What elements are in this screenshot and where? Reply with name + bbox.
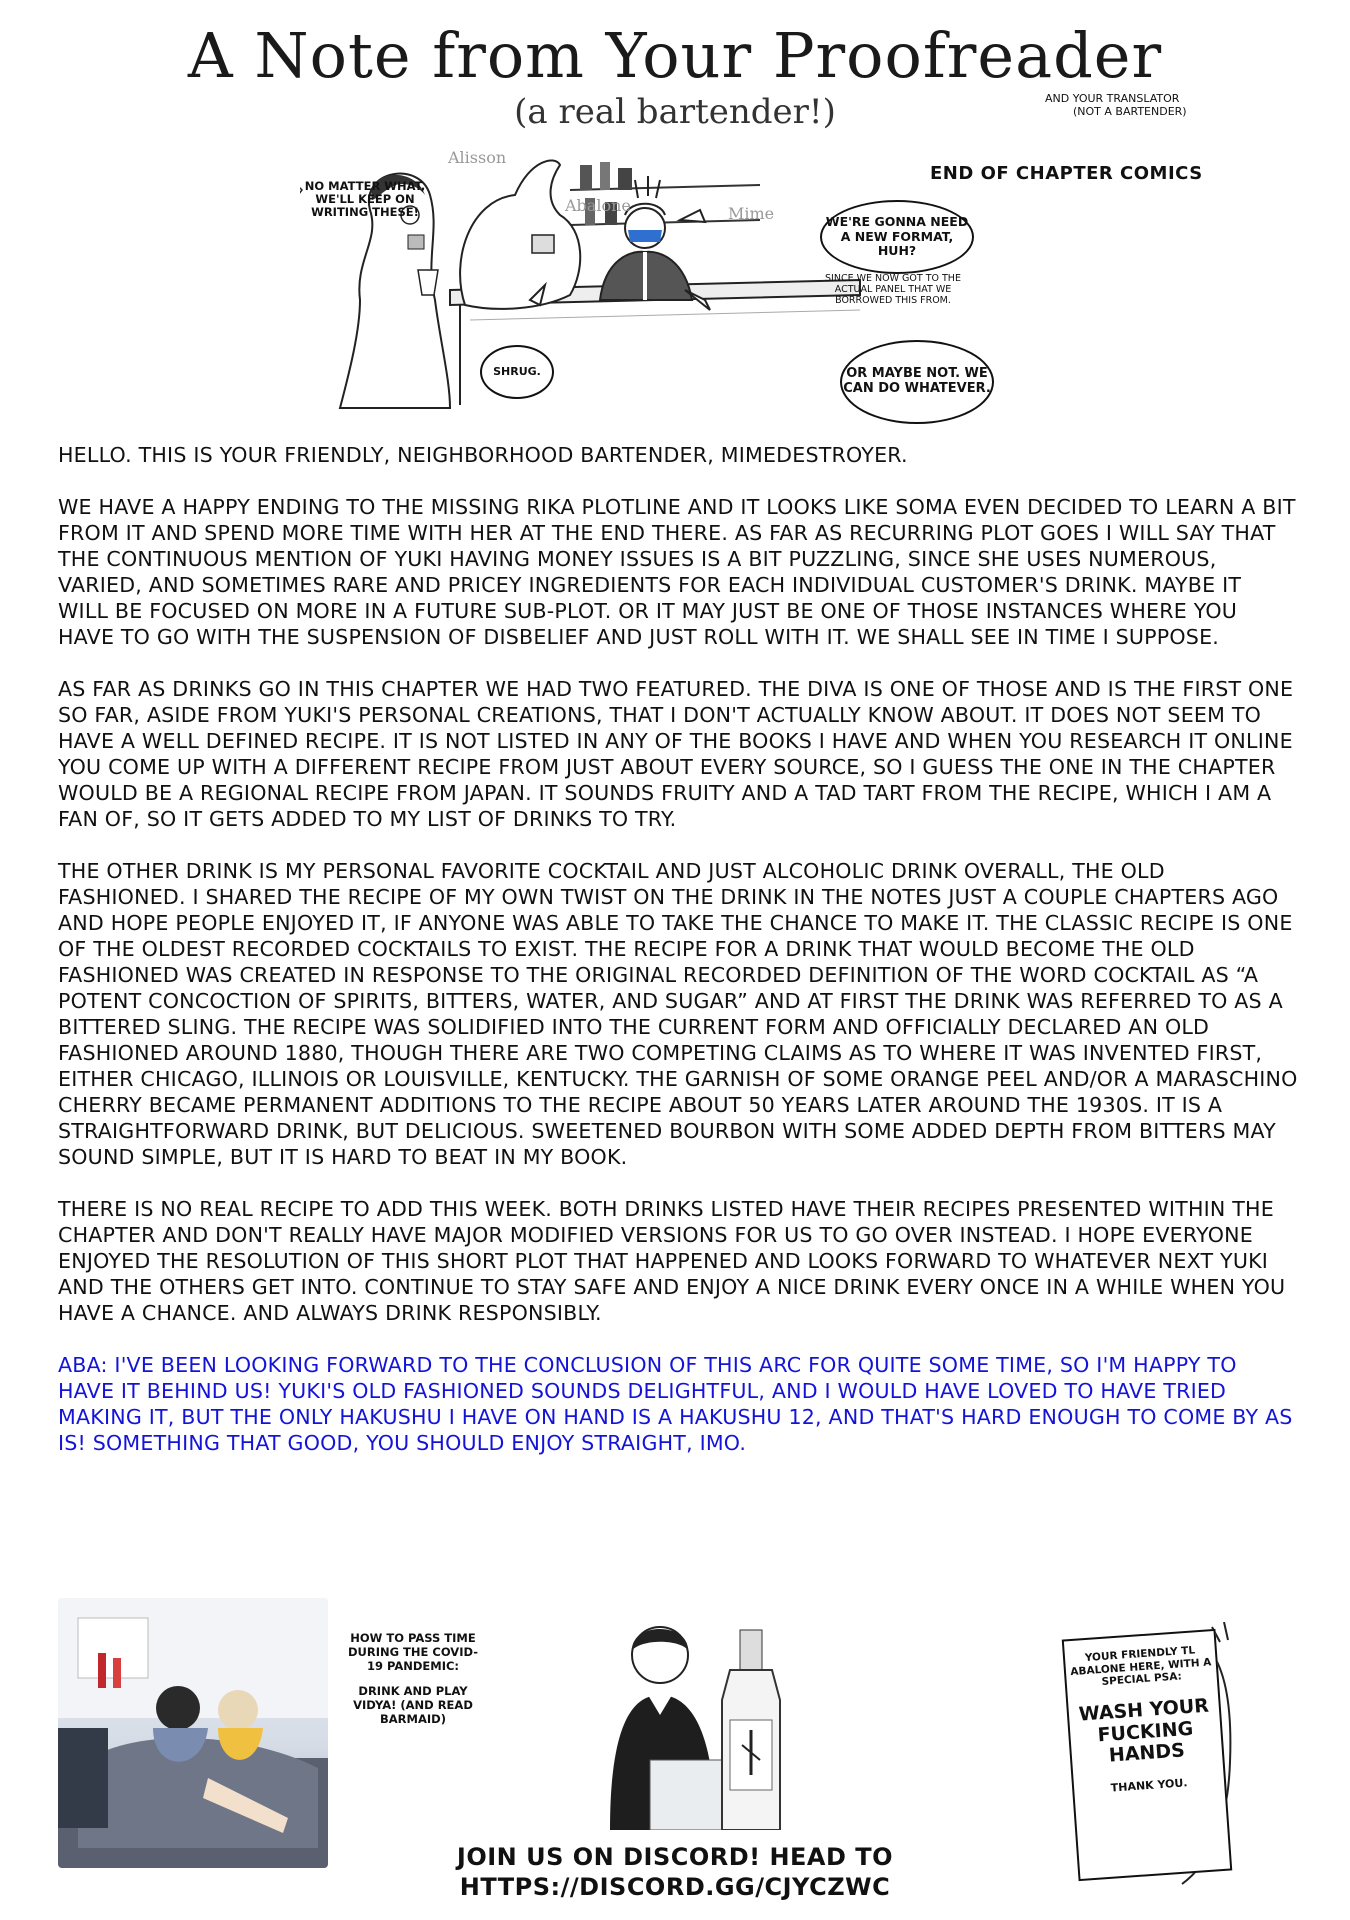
- psa-thanks: THANK YOU.: [1110, 1776, 1188, 1795]
- discord-line-1: JOIN US ON DISCORD! HEAD TO: [456, 1843, 894, 1871]
- name-abalone: Abalone: [565, 196, 631, 215]
- gaming-illustration-art: [58, 1598, 328, 1868]
- alisson-text: NO MATTER WHAT, WE'LL KEEP ON WRITING THESE!: [304, 179, 426, 220]
- mime-bubble-2-text: OR MAYBE NOT. WE CAN DO WHATEVER.: [843, 366, 991, 396]
- abalone-bubble: [480, 345, 554, 399]
- pandemic-tip: DRINK AND PLAY VIDYA! (AND READ BARMAID): [353, 1684, 473, 1726]
- paragraph-plot: WE HAVE A HAPPY ENDING TO THE MISSING RIKA PLOTLINE AND IT LOOKS LIKE SOMA EVEN DECIDED TO LEARN A BIT FROM IT AND SPEND MORE TIME WITH HER AT THE END THERE. AS FAR AS RECURRING PLOT GOES I WILL SAY THAT THE CONTINUOUS MENTION OF YUKI HAVING MONEY ISSUES IS A BIT PUZZLING, SINCE SHE USES NUMEROUS, VARIED, AND SOMETIMES RARE AND PRICEY INGREDIENTS FOR EACH INDIVIDUAL CUSTOMER'S DRINK. MAYBE IT WILL BE FOCUSED ON MORE IN A FUTURE SUB-PLOT. OR IT MAY JUST BE ONE OF THOSE INSTANCES WHERE YOU HAVE TO GO WITH THE SUSPENSION OF DISBELIEF AND JUST ROLL WITH IT. WE SHALL SEE IN TIME I SUPPOSE.: [58, 495, 1296, 649]
- psa-illustration: [1062, 1622, 1232, 1892]
- note-body: [58, 442, 1298, 1482]
- pandemic-note: [342, 1632, 484, 1739]
- comics-label: END OF CHAPTER COMICS: [930, 163, 1203, 184]
- mime-bubble-1-text: WE'RE GONNA NEED A NEW FORMAT, HUH?: [825, 214, 969, 259]
- end-of-chapter-comic: [300, 140, 1020, 410]
- translator-note-line2: (NOT A BARTENDER): [1073, 105, 1187, 119]
- paragraph-old-fashioned: THE OTHER DRINK IS MY PERSONAL FAVORITE COCKTAIL AND JUST ALCOHOLIC DRINK OVERALL, THE OLD FASHIONED. I SHARED THE RECIPE OF MY OWN TWIST ON THE DRINK IN THE NOTES JUST A COUPLE CHAPTERS AGO AND HOPE PEOPLE ENJOYED IT, IF ANYONE WAS ABLE TO TAKE THE CHANCE TO MAKE IT. THE CLASSIC RECIPE IS ONE OF THE OLDEST RECORDED COCKTAILS TO EXIST. THE RECIPE FOR A DRINK THAT WOULD BECOME THE OLD FASHIONED WAS CREATED IN RESPONSE TO THE ORIGINAL RECORDED DEFINITION OF THE WORD COCKTAIL AS “A POTENT CONCOCTION OF SPIRITS, BITTERS, WATER, AND SUGAR” AND AT FIRST THE DRINK WAS REFERRED TO AS A BITTERED SLING. THE RECIPE WAS SOLIDIFIED INTO THE CURRENT FORM AND OFFICIALLY DECLARED AN OLD FASHIONED AROUND 1880, THOUGH THERE ARE TWO COMPETING CLAIMS AS TO WHERE IT WAS INVENTED FIRST, EITHER CHICAGO, ILLINOIS OR LOUISVILLE, KENTUCKY. THE GARNISH OF SOME ORANGE PEEL AND/OR A MARASCHINO CHERRY BECAME PERMANENT ADDITIONS TO THE RECIPE ABOUT 50 YEARS LATER AROUND THE 1930S. IT IS A STRAIGHTFORWARD DRINK, BUT DELICIOUS. SWEETENED BOURBON WITH SOME ADDED DEPTH FROM BITTERS MAY SOUND SIMPLE, BUT IT IS HARD TO BEAT IN MY BOOK.: [58, 859, 1298, 1169]
- abalone-bubble-text: SHRUG.: [493, 364, 541, 378]
- gaming-illustration: [58, 1598, 328, 1868]
- discord-link[interactable]: HTTPS://DISCORD.GG/CJYCZWC: [459, 1873, 891, 1901]
- mime-aside-text: SINCE WE NOW GOT TO THE ACTUAL PANEL THAT WE BORROWED THIS FROM.: [825, 273, 961, 306]
- mime-bubble-2: [840, 340, 994, 424]
- psa-main: WASH YOUR FUCKING HANDS: [1078, 1694, 1210, 1768]
- page-title: A Note from Your Proofreader: [187, 19, 1163, 92]
- paragraph-diva: AS FAR AS DRINKS GO IN THIS CHAPTER WE HAD TWO FEATURED. THE DIVA IS ONE OF THOSE AND IS THE FIRST ONE SO FAR, ASIDE FROM YUKI'S PERSONAL CREATIONS, THAT I DON'T ACTUALLY KNOW ABOUT. IT DOES NOT SEEM TO HAVE A WELL DEFINED RECIPE. IT IS NOT LISTED IN ANY OF THE BOOKS I HAVE AND WHEN YOU RESEARCH IT ONLINE YOU COME UP WITH A DIFFERENT RECIPE FROM JUST ABOUT EVERY SOURCE, SO I GUESS THE ONE IN THE CHAPTER WOULD BE A REGIONAL RECIPE FROM JAPAN. IT SOUNDS FRUITY AND A TAD TART FROM THE RECIPE, WHICH I AM A FAN OF, SO IT GETS ADDED TO MY LIST OF DRINKS TO TRY.: [58, 677, 1294, 831]
- name-alisson: Alisson: [448, 148, 507, 167]
- psa-card: [1062, 1629, 1233, 1881]
- paragraph-greeting: HELLO. THIS IS YOUR FRIENDLY, NEIGHBORHOOD BARTENDER, MIMEDESTROYER.: [58, 443, 908, 467]
- paragraph-aba: ABA: I'VE BEEN LOOKING FORWARD TO THE CONCLUSION OF THIS ARC FOR QUITE SOME TIME, SO I'M HAPPY TO HAVE IT BEHIND US! YUKI'S OLD FASHIONED SOUNDS DELIGHTFUL, AND I WOULD HAVE LOVED TO HAVE TRIED MAKING IT, BUT THE ONLY HAKUSHU I HAVE ON HAND IS A HAKUSHU 12, AND THAT'S HARD ENOUGH TO COME BY AS IS! SOMETHING THAT GOOD, YOU SHOULD ENJOY STRAIGHT, IMO.: [58, 1353, 1293, 1455]
- psa-intro: YOUR FRIENDLY TL ABALONE HERE, WITH A SPECIAL PSA:: [1069, 1644, 1212, 1689]
- bartender-bottle-illustration: [590, 1610, 840, 1830]
- pandemic-title: HOW TO PASS TIME DURING THE COVID-19 PANDEMIC:: [347, 1631, 479, 1673]
- page-subtitle: (a real bartender!): [514, 92, 836, 132]
- mime-bubble-1: [820, 200, 974, 274]
- bartender-bottle-art: [590, 1610, 840, 1830]
- name-mime: Mime: [728, 204, 775, 223]
- paragraph-closing: THERE IS NO REAL RECIPE TO ADD THIS WEEK. BOTH DRINKS LISTED HAVE THEIR RECIPES PRESENTED WITHIN THE CHAPTER AND DON'T REALLY HAVE MAJOR MODIFIED VERSIONS FOR US TO GO OVER INSTEAD. I HOPE EVERYONE ENJOYED THE RESOLUTION OF THIS SHORT PLOT THAT HAPPENED AND LOOKS FORWARD TO WHATEVER NEXT YUKI AND THE OTHERS GET INTO. CONTINUE TO STAY SAFE AND ENJOY A NICE DRINK EVERY ONCE IN A WHILE WHEN YOU HAVE A CHANCE. AND ALWAYS DRINK RESPONSIBLY.: [58, 1197, 1286, 1325]
- translator-note-line1: AND YOUR TRANSLATOR: [1045, 92, 1180, 105]
- translator-note: [1045, 92, 1215, 118]
